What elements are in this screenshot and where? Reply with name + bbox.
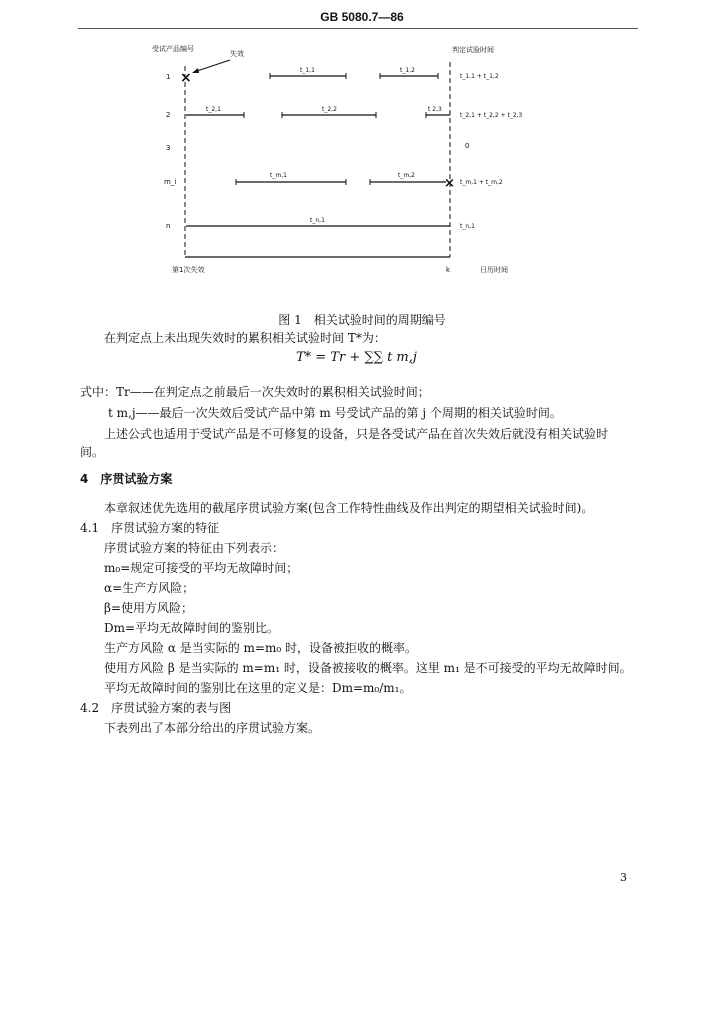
row1-right-label: t_1,1 + t_1,2	[460, 73, 499, 80]
failure-label: 失效	[230, 50, 244, 58]
decision-point-label: k	[446, 266, 451, 274]
paragraph-2a: 上述公式也适用于受试产品是不可修复的设备，只是各受试产品在首次失效后就没有相关试验时	[104, 427, 609, 441]
row-label-mi: m_i	[164, 178, 177, 186]
row-label-1: 1	[166, 73, 171, 81]
list-line-5: Dm=平均无故障时间的鉴别比。	[104, 621, 280, 635]
list-line-8: 平均无故障时间的鉴别比在这里的定义是：Dm=m₀/m₁。	[104, 681, 412, 695]
axis-label-products: 受试产品编号	[152, 45, 194, 53]
rowm-seg1-label: t_m,1	[270, 172, 287, 179]
failure-x-icon-mi: ×	[444, 176, 455, 191]
rowm-right-label: t_m,1 + t_m,2	[460, 179, 503, 186]
row2-right-label: t_2,1 + t_2,2 + t_2,3	[460, 112, 523, 119]
rown-seg1-label: t_n,1	[310, 217, 325, 224]
figure-caption: 图 1 相关试验时间的周期编号	[278, 313, 446, 327]
row2-seg3-label: t 2,3	[428, 106, 442, 113]
formula-text: T* = Tr + ∑∑ t m,j	[296, 350, 417, 365]
section-4-paragraph: 本章叙述优先选用的截尾序贯试验方案(包含工作特性曲线及作出判定的期望相关试验时间)。	[104, 501, 594, 515]
section-4-2-heading: 4.2 序贯试验方案的表与图	[80, 701, 232, 715]
first-failure-label: 第1次失效	[172, 266, 205, 274]
figure-1-diagram	[150, 42, 550, 292]
list-line-6: 生产方风险 α 是当实际的 m=m₀ 时，设备被拒收的概率。	[104, 641, 417, 655]
row2-seg2-label: t_2,2	[322, 106, 337, 113]
failure-x-icon: ×	[180, 70, 192, 86]
where-line-2: t m,j——最后一次失效后受试产品中第 m 号受试产品的第 j 个周期的相关试验时间。	[108, 406, 562, 420]
row1-seg2-label: t_1,2	[400, 67, 415, 74]
list-line-2: m₀=规定可接受的平均无故障时间；	[104, 561, 299, 575]
row1-seg1-label: t_1,1	[300, 67, 315, 74]
paragraph-1: 在判定点上未出现失效时的累积相关试验时间 T*为：	[104, 331, 386, 345]
paragraph-2b: 间。	[80, 445, 105, 459]
row-label-2: 2	[166, 111, 171, 119]
x-axis-label: 日历时间	[480, 266, 508, 274]
list-line-9: 下表列出了本部分给出的序贯试验方案。	[104, 721, 321, 735]
rown-right-label: t_n,1	[460, 223, 475, 230]
row-label-3: 3	[166, 144, 171, 152]
where-line-1: 式中：Tr——在判定点之前最后一次失效时的累积相关试验时间；	[80, 385, 430, 399]
formula	[296, 350, 417, 365]
section-4-1-heading: 4.1 序贯试验方案的特征	[80, 521, 220, 535]
section-4-heading: 4 序贯试验方案	[80, 472, 173, 486]
list-line-3: α=生产方风险；	[104, 581, 195, 595]
list-line-4: β=使用方风险；	[104, 601, 193, 615]
header-rule	[78, 28, 638, 29]
failure-arrowhead-icon	[192, 68, 199, 73]
rowm-seg2-label: t_m,2	[398, 172, 415, 179]
page-number: 3	[620, 871, 627, 884]
row-label-n: n	[166, 222, 171, 230]
failure-arrow	[194, 60, 230, 72]
row2-seg1-label: t_2,1	[206, 106, 221, 113]
list-line-7: 使用方风险 β 是当实际的 m=m₁ 时，设备被接收的概率。这里 m₁ 是不可接受的平均无故障时间。	[104, 661, 632, 675]
list-line-1: 序贯试验方案的特征由下列表示：	[104, 541, 285, 555]
row3-right-label: 0	[465, 142, 470, 150]
decision-label: 判定试验时间	[452, 46, 494, 54]
standard-header: GB 5080.7—86	[320, 10, 404, 24]
